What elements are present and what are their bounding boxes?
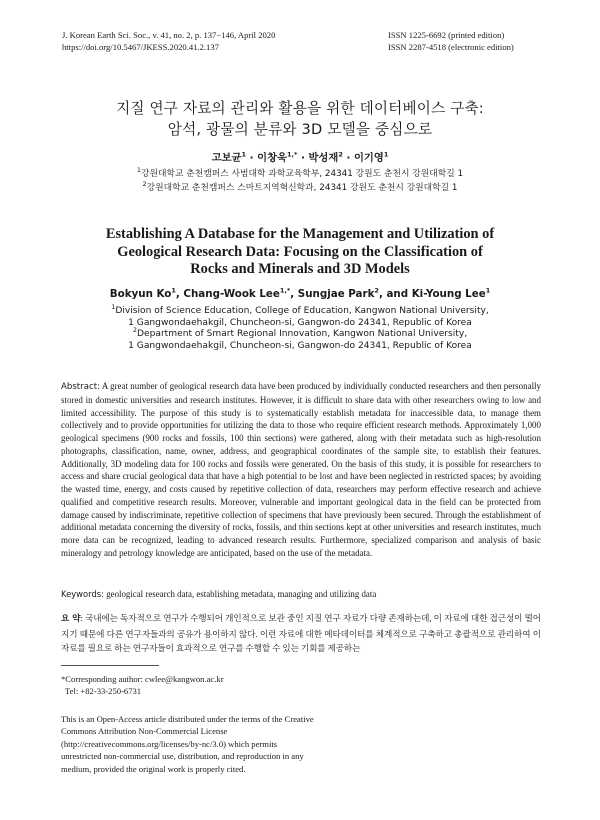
corresponding-phone: Tel: +82-33-250-6731 — [65, 686, 142, 696]
author-affil-mark: 1,* — [286, 150, 298, 159]
issn-electronic: ISSN 2287-4518 (electronic edition) — [388, 42, 514, 52]
affiliation-line: 1 Gangwondaehakgil, Chuncheon-si, Gangwon-do 24341, Republic of Korea — [128, 317, 472, 328]
affiliation-line — [0, 302, 600, 318]
affiliation-line — [0, 179, 600, 196]
korean-title-line: 지질 연구 자료의 관리와 활용을 위한 데이터베이스 구축: — [116, 100, 484, 117]
author-name: 이창욱 — [257, 152, 287, 164]
abstract-text: A great number of geological research data have been produced by individually conducted researchers and then personally stored in domestic universities and research institutes. However, it is difficult to share data with other researchers owing to low and limited accessibility. The purpose of this study is to systematically establish metadata for inaccessible data, to manage them collectively and to provide opportunities for utilizing the data to those who require efficient research methods. Approximately 1,000 geological specimens (900 rocks and fossils, 100 thin sections) were gathered, along with their metadata such as high-resolution photographs, classification, name, owner, address, and geographical coordinates of the sample site, to establish their features. Additionally, 3D modeling data for 100 rocks and fossils were generated. On the basis of this study, it is possible for researchers to access and share crucial geological data that have a high potential to be lost and have been neglected in restricted spaces; by avoiding the wasted time, energy, and costs caused by repetitive collection of data, researchers may perform effective research and achieve qualified and competitive research results. Moreover, vulnerable and important geological data in the field can be protected from damage caused by indiscriminate, repetitive collection of specimens that have previously been secured. Through the establishment of additional metadata concerning the diversity of rocks, fossils, and thin sections kept at other universities and research institutes, much more data can be recognized, leading to advanced research results. Furthermore, specialized comparison and analysis of basic mineralogy and petrology knowledge are anticipated, based on the use of the metadata. — [61, 381, 542, 558]
footnote-divider — [61, 665, 159, 666]
license-notice: This is an Open-Access article distributed under the terms of the Creative Commons Attribution Non-Commercial License (http://creativecommons.org/licenses/by-nc/3.0) which permits unrestricted non-commercial use, distribution, and reproduction in any medium, provided the original work is properly cited. — [61, 714, 314, 774]
corresponding-author-footnote — [61, 673, 224, 697]
author-separator: · — [249, 152, 254, 164]
author-affil-mark: 1 — [171, 286, 176, 295]
english-title-line: Establishing A Database for the Management and Utilization of — [105, 226, 495, 242]
affiliation-line — [0, 326, 600, 341]
english-title-line: Rocks and Minerals and 3D Models — [190, 261, 410, 277]
affiliation-text: 강원대학교 춘천캠퍼스 스마트지역혁신학과, 24341 강원도 춘천시 강원대학길 1 — [146, 182, 458, 193]
korean-affiliations — [0, 168, 600, 195]
korean-author-list — [0, 149, 600, 164]
author-separator: · — [300, 152, 305, 164]
affiliation-line — [0, 168, 600, 182]
english-affiliations — [0, 302, 600, 352]
affiliation-line: 1 Gangwondaehakgil, Chuncheon-si, Gangwon-do 24341, Republic of Korea — [128, 340, 472, 351]
author-name: 박성재 — [308, 152, 339, 164]
author-affil-mark: 1 — [241, 150, 247, 159]
english-author-list: Bokyun Ko$^1$, Chang-Wook Lee$^{1,*}$, Sungjae Park$^2$, and Ki-Young Lee$^1$ — [109, 286, 491, 300]
author-name: Bokyun Ko — [109, 288, 172, 300]
author-name: 고보균 — [211, 152, 242, 164]
running-header-right — [388, 29, 514, 53]
author-affil-mark: 1 — [485, 286, 491, 295]
author-name: 이기영 — [353, 152, 384, 164]
affiliation-text: 강원대학교 춘천캠퍼스 사범대학 과학교육학부, 24341 강원도 춘천시 강원대학길 1 — [140, 169, 464, 179]
keywords — [61, 589, 541, 599]
korean-title — [0, 98, 600, 140]
author-affil-mark: 1,* — [279, 286, 291, 295]
korean-title-line: 암석, 광물의 분류와 3D 모델을 중심으로 — [167, 121, 433, 138]
author-separator: · — [346, 152, 351, 164]
english-title-line: Geological Research Data: Focusing on the Classification of — [117, 243, 483, 260]
korean-abstract-label: 요 약 — [61, 614, 81, 624]
keywords-label: Keywords: — [61, 589, 104, 599]
author-affil-mark: 1 — [383, 150, 389, 159]
affiliation-mark: 2 — [132, 326, 137, 335]
affiliation-mark: 1 — [136, 166, 141, 175]
affiliation-mark: 1 — [111, 302, 116, 311]
author-affil-mark: 2 — [374, 286, 379, 295]
affiliation-text: Department of Smart Regional Innovation, Kangwon National University, — [137, 329, 468, 340]
author-name: Sungjae Park — [297, 288, 375, 300]
keywords-text: geological research data, establishing metadata, managing and utilizing data — [106, 589, 377, 599]
affiliation-text: Division of Science Education, College of Education, Kangwon National University, — [115, 306, 489, 316]
running-header-left — [62, 29, 275, 53]
affiliation-mark: 2 — [142, 179, 147, 188]
issn-print: ISSN 1225-6692 (printed edition) — [388, 30, 505, 40]
korean-abstract — [61, 611, 541, 656]
abstract — [61, 380, 541, 560]
author-affil-mark: 2 — [338, 150, 343, 159]
abstract-label: Abstract: — [61, 382, 100, 392]
doi-link[interactable]: https://doi.org/10.5467/JKESS.2020.41.2.137 — [62, 42, 219, 52]
journal-citation: J. Korean Earth Sci. Soc., v. 41, no. 2, p. 137−146, April 2020 — [62, 30, 276, 40]
corresponding-email: *Corresponding author: cwlee@kangwon.ac.kr — [61, 674, 224, 684]
author-name: Ki-Young Lee — [411, 288, 486, 300]
english-title — [0, 226, 600, 279]
korean-abstract-text: : 국내에는 독자적으로 연구가 수행되어 개인적으로 보관 중인 지질 연구 자료가 다량 존재하는데, 이 자료에 대한 접근성이 떨어지기 때문에 다른 연구자들과의 공유가 용이하지 않다. 이런 자료에 대한 메타데이터를 체계적으로 구축하고 총괄적으로 관리하여 이 자료를 필요로 하는 연구자들이 효과적으로 연구를 수행할 수 있는 기회를 제공하는 — [61, 613, 541, 653]
author-name: Chang-Wook Lee — [183, 288, 280, 300]
